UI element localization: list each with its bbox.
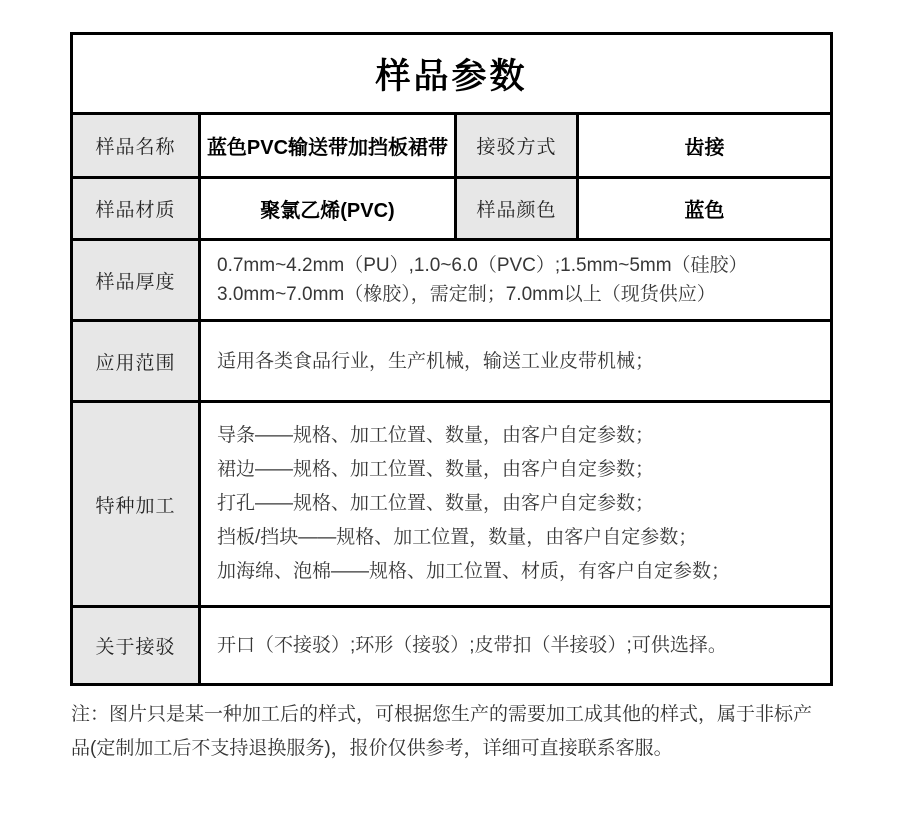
- row-label-color: 样品颜色: [456, 178, 578, 240]
- table-row-material: [72, 178, 832, 240]
- page-title: 样品参数: [72, 34, 832, 114]
- thickness-line: 3.0mm~7.0mm（橡胶），需定制；7.0mm以上（现货供应）: [217, 284, 716, 305]
- value-material: 聚氯乙烯(PVC): [200, 178, 456, 240]
- value-thickness: [200, 240, 832, 321]
- row-label-material: 样品材质: [72, 178, 200, 240]
- thickness-line: 0.7mm~4.2mm（PU）,1.0~6.0（PVC）;1.5mm~5mm（硅胶）: [217, 255, 748, 276]
- table-row-application: [72, 321, 832, 402]
- row-label-sample-name: 样品名称: [72, 114, 200, 178]
- special-processing-line: 加海绵、泡棉——规格、加工位置、材质，有客户自定参数；: [217, 561, 731, 582]
- table-row-special-processing: [72, 402, 832, 607]
- table-row-thickness: [72, 240, 832, 321]
- table-row-sample-name: [72, 114, 832, 178]
- row-label-thickness: 样品厚度: [72, 240, 200, 321]
- special-processing-line: 打孔——规格、加工位置、数量，由客户自定参数；: [217, 493, 655, 514]
- row-label-about-joint: 关于接驳: [72, 607, 200, 685]
- footer-note: 注：图片只是某一种加工后的样式，可根据您生产的需要加工成其他的样式，属于非标产品(定制加工后不支持退换服务)，报价仅供参考，详细可直接联系客服。: [71, 704, 813, 759]
- application-line: 适用各类食品行业，生产机械，输送工业皮带机械；: [217, 350, 655, 372]
- about-joint-line: 开口（不接驳）;环形（接驳）;皮带扣（半接驳）;可供选择。: [217, 635, 727, 656]
- row-label-application: 应用范围: [72, 321, 200, 402]
- value-special-processing: [200, 402, 832, 607]
- value-application: [200, 321, 832, 402]
- title-row: [72, 34, 832, 114]
- table-row-about-joint: [72, 607, 832, 685]
- value-color: 蓝色: [578, 178, 832, 240]
- row-label-special-processing: 特种加工: [72, 402, 200, 607]
- spec-table: [70, 32, 833, 686]
- value-joint-method: 齿接: [578, 114, 832, 178]
- special-processing-line: 导条——规格、加工位置、数量，由客户自定参数；: [217, 425, 655, 446]
- row-label-joint-method: 接驳方式: [456, 114, 578, 178]
- value-sample-name: 蓝色PVC输送带加挡板裙带: [200, 114, 456, 178]
- special-processing-line: 挡板/挡块——规格、加工位置，数量，由客户自定参数；: [217, 527, 698, 548]
- special-processing-line: 裙边——规格、加工位置、数量，由客户自定参数；: [217, 459, 655, 480]
- value-about-joint: [200, 607, 832, 685]
